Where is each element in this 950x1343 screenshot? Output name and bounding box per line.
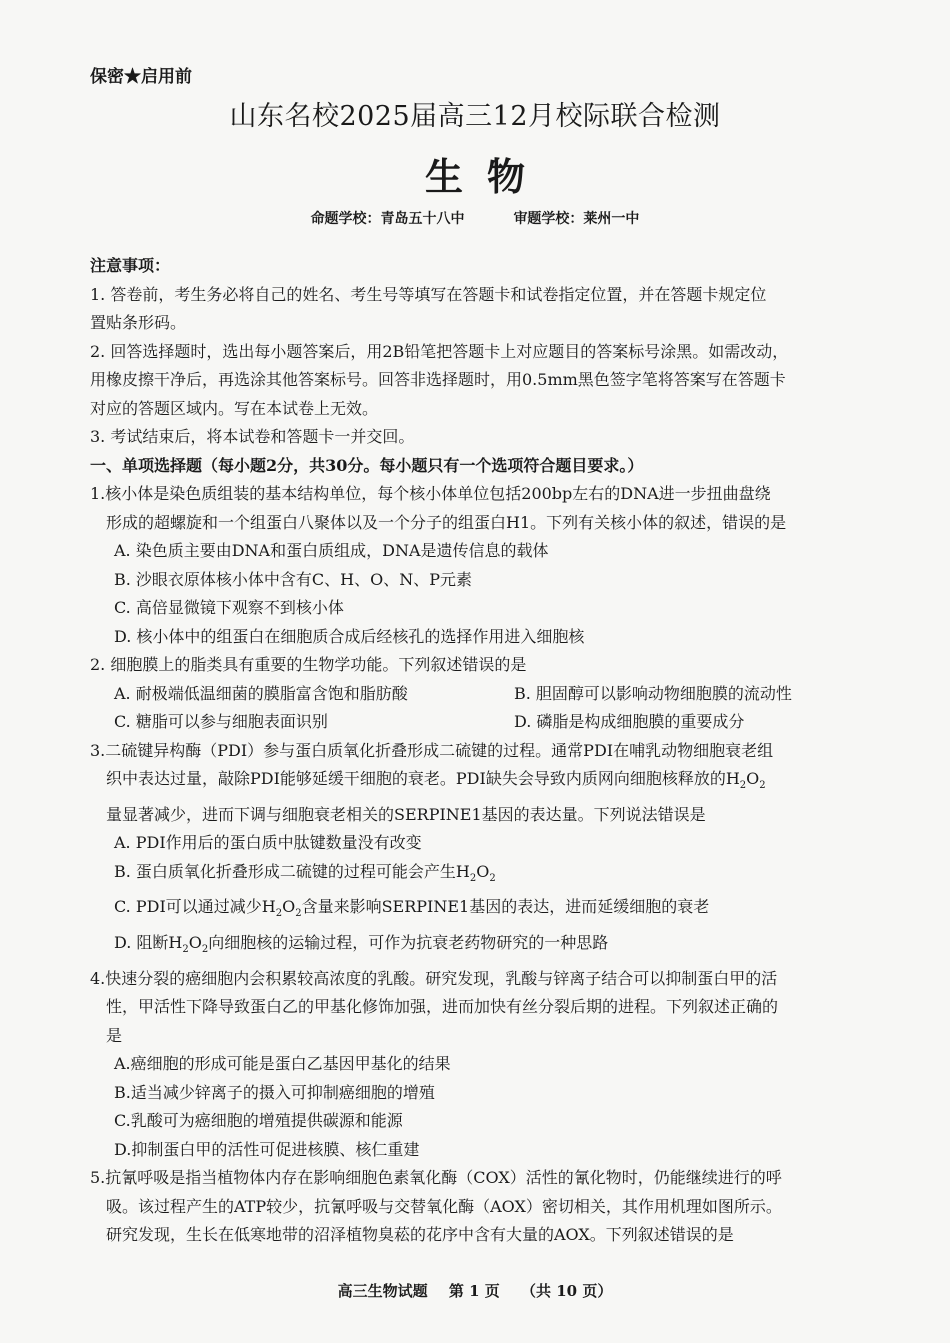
option: A. 耐极端低温细菌的膜脂富含饱和脂肪酸 bbox=[114, 683, 408, 703]
option: A. PDI作用后的蛋白质中肽键数量没有改变 bbox=[114, 833, 422, 853]
question-stem: 性，甲活性下降导致蛋白乙的甲基化修饰加强，进而加快有丝分裂后期的进程。下列叙述正确的 bbox=[106, 997, 779, 1017]
page-footer bbox=[0, 1280, 950, 1301]
setter-school: 命题学校：青岛五十八中 bbox=[310, 211, 465, 227]
notice-line: 2. 回答选择题时，选出每小题答案后，用2B铅笔把答题卡上对应题目的答案标号涂黑。如需改动， bbox=[90, 341, 789, 361]
footer-page-total: （共 10 页） bbox=[521, 1282, 613, 1300]
notice-line: 对应的答题区域内。写在本试卷上无效。 bbox=[90, 398, 379, 418]
option: D.抑制蛋白甲的活性可促进核膜、核仁重建 bbox=[114, 1139, 420, 1159]
option: D. 核小体中的组蛋白在细胞质合成后经核孔的选择作用进入细胞核 bbox=[114, 626, 585, 646]
exam-body bbox=[90, 252, 922, 1250]
question-stem: 织中表达过量，敲除PDI能够延缓干细胞的衰老。PDI缺失会导致内质网向细胞核释放的$H_2O_2$ bbox=[106, 769, 766, 792]
option: C. PDI可以通过减少$H_2O_2$含量来影响SERPINE1基因的表达，进而延缓细胞的衰老 bbox=[114, 897, 710, 920]
option: A. 染色质主要由DNA和蛋白质组成，DNA是遗传信息的载体 bbox=[114, 541, 549, 560]
notice-heading: 注意事项： bbox=[90, 256, 171, 275]
subject-title: 生物 bbox=[424, 154, 549, 199]
option: C. 糖脂可以参与细胞表面识别 bbox=[114, 712, 328, 731]
notice-line: 3. 考试结束后，将本试卷和答题卡一并交回。 bbox=[90, 427, 415, 446]
section-heading: 一、单项选择题（每小题2分，共30分。每小题只有一个选项符合题目要求。） bbox=[90, 455, 644, 475]
reviewer-school: 审题学校：莱州一中 bbox=[513, 211, 640, 227]
option: A.癌细胞的形成可能是蛋白乙基因甲基化的结果 bbox=[114, 1054, 451, 1074]
option: D. 阻断$H_2O_2$向细胞核的运输过程，可作为抗衰老药物研究的一种思路 bbox=[114, 933, 609, 956]
option: B. 沙眼衣原体核小体中含有C、H、O、N、P元素 bbox=[114, 569, 473, 589]
option: B.适当减少锌离子的摄入可抑制癌细胞的增殖 bbox=[114, 1082, 435, 1102]
footer-exam-name: 高三生物试题 bbox=[337, 1282, 428, 1300]
exam-title: 山东名校2025届高三12月校际联合检测 bbox=[229, 101, 721, 132]
option: B. 蛋白质氧化折叠形成二硫键的过程可能会产生$H_2O_2$ bbox=[114, 861, 496, 884]
option: D. 磷脂是构成细胞膜的重要成分 bbox=[514, 712, 745, 731]
question-stem: 5.抗氰呼吸是指当植物体内存在影响细胞色素氧化酶（COX）活性的氰化物时，仍能继续进行的呼 bbox=[90, 1168, 782, 1188]
option: B. 胆固醇可以影响动物细胞膜的流动性 bbox=[514, 683, 792, 703]
option-row bbox=[90, 708, 922, 737]
notice-line: 置贴条形码。 bbox=[90, 313, 187, 332]
question-stem: 形成的超螺旋和一个组蛋白八聚体以及一个分子的组蛋白H1。下列有关核小体的叙述，错误的是 bbox=[106, 512, 787, 532]
question-stem: 3.二硫键异构酶（PDI）参与蛋白质氧化折叠形成二硫键的过程。通常PDI在哺乳动物细胞衰老组 bbox=[90, 740, 774, 760]
notice-line: 用橡皮擦干净后，再选涂其他答案标号。回答非选择题时，用0.5mm黑色签字笔将答案写在答题卡 bbox=[90, 370, 786, 389]
footer-page-number: 第 1 页 bbox=[448, 1282, 500, 1300]
question-stem: 量显著减少，进而下调与细胞衰老相关的SERPINE1基因的表达量。下列说法错误是 bbox=[106, 804, 706, 824]
option-row bbox=[90, 680, 922, 709]
confidential-label: 保密★启用前 bbox=[90, 67, 192, 87]
question-stem: 1.核小体是染色质组装的基本结构单位，每个核小体单位包括200bp左右的DNA进一步扭曲盘绕 bbox=[90, 484, 771, 503]
question-stem: 吸。该过程产生的ATP较少，抗氰呼吸与交替氧化酶（AOX）密切相关，其作用机理如图所示。 bbox=[106, 1196, 782, 1216]
question-stem: 研究发现，生长在低寒地带的沼泽植物臭菘的花序中含有大量的AOX。下列叙述错误的是 bbox=[106, 1225, 734, 1245]
option: C.乳酸可为癌细胞的增殖提供碳源和能源 bbox=[114, 1111, 403, 1131]
question-stem: 4.快速分裂的癌细胞内会积累较高浓度的乳酸。研究发现，乳酸与锌离子结合可以抑制蛋白甲的活 bbox=[90, 968, 778, 988]
school-info bbox=[0, 208, 950, 228]
option: C. 高倍显微镜下观察不到核小体 bbox=[114, 598, 344, 617]
question-stem: 是 bbox=[106, 1025, 123, 1045]
notice-line: 1. 答卷前，考生务必将自己的姓名、考生号等填写在答题卡和试卷指定位置，并在答题卡规定位 bbox=[90, 284, 767, 304]
question-stem: 2. 细胞膜上的脂类具有重要的生物学功能。下列叙述错误的是 bbox=[90, 655, 527, 674]
